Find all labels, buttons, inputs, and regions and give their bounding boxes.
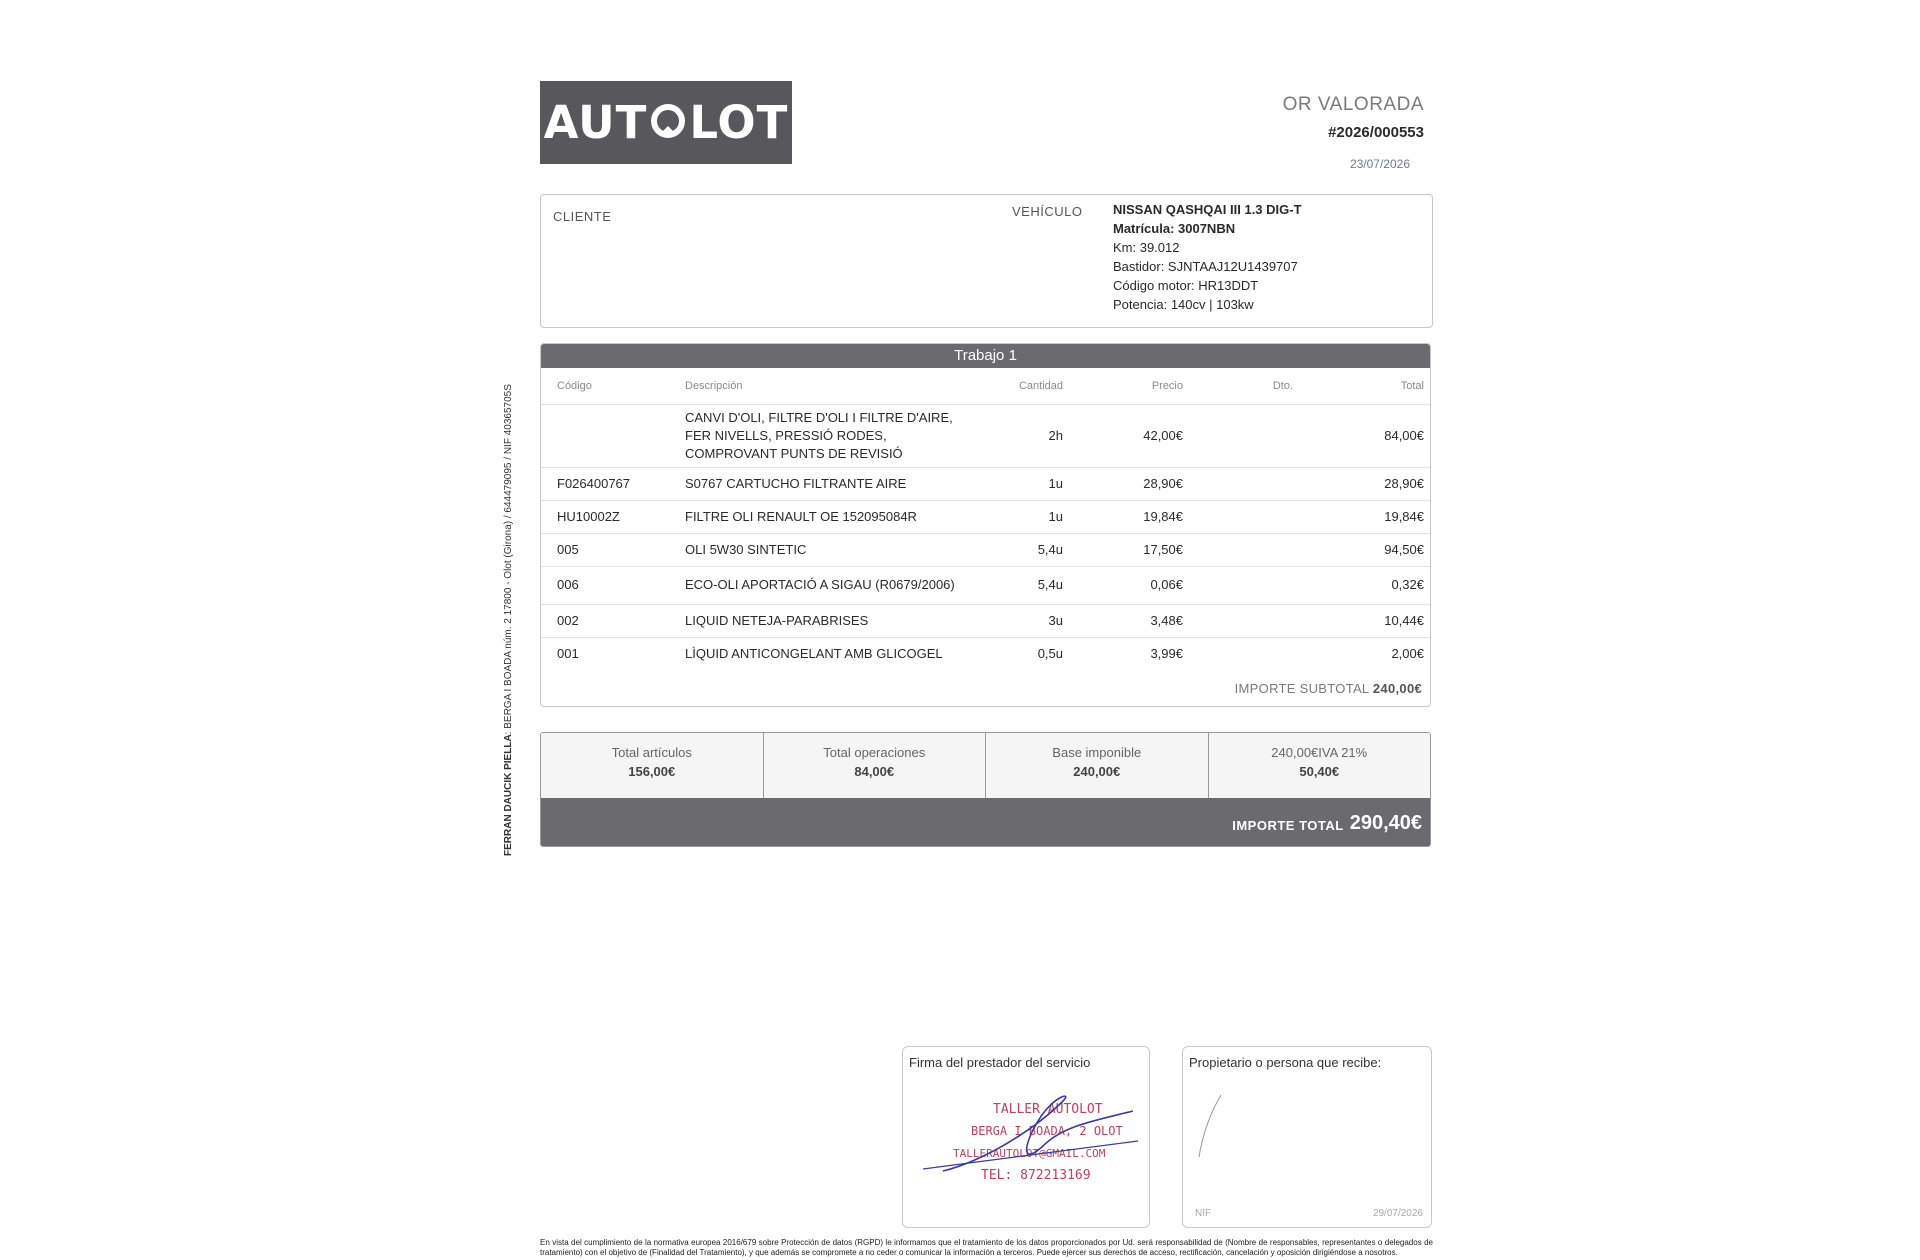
work-section	[540, 343, 1431, 707]
column-header-price: Precio	[1069, 368, 1189, 404]
cell-total: 84,00€	[1299, 404, 1430, 467]
cell-price: 19,84€	[1069, 500, 1189, 533]
logo-text-start: AUT	[543, 96, 648, 149]
table-row	[541, 566, 1430, 604]
document-number: #2026/000553	[1328, 124, 1424, 141]
cell-code: 002	[541, 604, 679, 637]
cell-description: FILTRE OLI RENAULT OE 152095084R	[679, 500, 969, 533]
autolot-logo	[540, 81, 792, 164]
stamp-line-3: TALLERAUTOLOT@GMAIL.COM	[953, 1147, 1106, 1160]
vehicle-engine-code: Código motor: HR13DDT	[1113, 278, 1259, 293]
cell-discount	[1189, 467, 1299, 500]
cell-price: 28,90€	[1069, 467, 1189, 500]
provider-signature-box	[902, 1046, 1150, 1228]
totals-summary	[540, 732, 1431, 847]
table-row	[541, 404, 1430, 467]
table-header-row	[541, 368, 1430, 404]
grand-total-bar	[541, 798, 1430, 847]
cell-price: 3,99€	[1150, 645, 1183, 661]
cell-total: 2,00€	[1391, 645, 1424, 661]
cell-discount	[1189, 637, 1299, 670]
summary-label: 240,00€IVA 21%	[1271, 745, 1368, 760]
business-owner-name: FERRAN DAUCIK PIELLA	[503, 734, 514, 856]
cell-discount	[1189, 604, 1299, 637]
document-type: OR VALORADA	[1282, 94, 1424, 115]
summary-label: Total operaciones	[823, 745, 926, 760]
provider-signature-label: Firma del prestador del servicio	[909, 1055, 1091, 1070]
cell-quantity: 1u	[969, 500, 1069, 533]
cell-price: 17,50€	[1069, 533, 1189, 566]
summary-vat	[1209, 733, 1431, 798]
cell-total: 0,32€	[1299, 566, 1430, 604]
column-header-quantity: Cantidad	[969, 368, 1069, 404]
cell-code	[541, 404, 679, 467]
client-vehicle-box	[540, 194, 1433, 328]
summary-total-operations	[764, 733, 987, 798]
cell-price: 42,00€	[1069, 404, 1189, 467]
receiver-signature-box	[1182, 1046, 1432, 1228]
cell-quantity: 5,4u	[969, 566, 1069, 604]
grand-total-label: IMPORTE TOTAL	[1232, 817, 1344, 833]
summary-value: 84,00€	[854, 764, 895, 779]
cell-discount	[1189, 500, 1299, 533]
table-row	[541, 604, 1430, 637]
logo-pin-icon	[649, 104, 687, 142]
summary-cells	[541, 733, 1430, 798]
receiver-date: 29/07/2026	[1372, 1208, 1423, 1219]
cell-description: LÌQUID ANTICONGELANT AMB GLICOGEL	[685, 645, 943, 661]
cell-description: S0767 CARTUCHO FILTRANTE AIRE	[679, 467, 969, 500]
logo-text-end: LOT	[689, 96, 789, 149]
cell-code: F026400767	[541, 467, 679, 500]
cell-total: 10,44€	[1299, 604, 1430, 637]
cell-quantity: 1u	[969, 467, 1069, 500]
document-date: 23/07/2026	[1349, 157, 1410, 171]
cell-code: 005	[541, 533, 679, 566]
summary-label: Base imponible	[1052, 745, 1142, 760]
cell-total: 28,90€	[1299, 467, 1430, 500]
subtotal	[1235, 681, 1422, 696]
subtotal-label: IMPORTE SUBTOTAL	[1234, 681, 1369, 696]
vehicle-plate: Matrícula: 3007NBN	[1113, 221, 1236, 236]
cell-quantity: 5,4u	[969, 533, 1069, 566]
cell-price: 0,06€	[1069, 566, 1189, 604]
vehicle-power: Potencia: 140cv | 103kw	[1113, 297, 1254, 312]
receiver-nif-label: NIF	[1195, 1208, 1212, 1219]
workshop-stamp	[923, 1091, 1145, 1199]
cell-quantity: 0,5u	[1037, 645, 1063, 661]
business-info-vertical	[503, 356, 514, 856]
vehicle-label: VEHÍCULO	[1012, 204, 1083, 219]
cell-code: 001	[557, 645, 579, 661]
cell-code: 006	[541, 566, 679, 604]
column-header-total: Total	[1299, 368, 1430, 404]
vehicle-chassis: Bastidor: SJNTAAJ12U1439707	[1113, 259, 1298, 274]
vehicle-details	[1113, 200, 1302, 314]
client-label: CLIENTE	[553, 209, 612, 224]
cell-description: ECO-OLI APORTACIÓ A SIGAU (R0679/2006)	[679, 566, 969, 604]
column-header-discount: Dto.	[1189, 368, 1299, 404]
cell-total: 94,50€	[1299, 533, 1430, 566]
stamp-line-4: TEL: 872213169	[981, 1168, 1091, 1183]
cell-code: HU10002Z	[541, 500, 679, 533]
cell-discount	[1189, 566, 1299, 604]
stamp-line-1: TALLER AUTOLOT	[993, 1102, 1103, 1117]
cell-discount	[1189, 533, 1299, 566]
table-row	[541, 533, 1430, 566]
logo-wordmark	[544, 96, 789, 149]
cell-quantity: 3u	[969, 604, 1069, 637]
work-title: Trabajo 1	[541, 344, 1430, 368]
cell-quantity: 2h	[969, 404, 1069, 467]
legal-notice: En vista del cumplimiento de la normativa europea 2016/679 sobre Protección de datos (RGPD) le informamos que el tratamiento de los datos proporcionados por Ud. será responsabilidad de (Nombre de responsables, representantes o delegados de tratamiento) con el objetivo de (Finalidad del Tratamiento), y que además se compromete a no ceder o comunicar la información a terceros. Puede ejercer sus derechos de acceso, rectificación, cancelación y oposición dirigiéndose a nosotros.	[540, 1238, 1433, 1257]
cell-total: 19,84€	[1299, 500, 1430, 533]
vehicle-km: Km: 39.012	[1113, 240, 1180, 255]
cell-description: LIQUID NETEJA-PARABRISES	[679, 604, 969, 637]
cell-description: OLI 5W30 SINTETIC	[679, 533, 969, 566]
vehicle-model: NISSAN QASHQAI III 1.3 DIG-T	[1113, 202, 1302, 217]
grand-total-value: 290,40€	[1349, 811, 1422, 834]
receiver-signature-label: Propietario o persona que recibe:	[1189, 1055, 1382, 1070]
summary-total-articles	[541, 733, 764, 798]
items-table	[541, 368, 1430, 670]
summary-taxable-base	[986, 733, 1209, 798]
stamp-line-2: BERGA I BOADA, 2 OLOT	[971, 1124, 1123, 1138]
column-header-code: Código	[541, 368, 679, 404]
subtotal-value: 240,00€	[1372, 681, 1422, 696]
cell-discount	[1189, 404, 1299, 467]
cell-price: 3,48€	[1069, 604, 1189, 637]
cell-description: CANVI D'OLI, FILTRE D'OLI I FILTRE D'AIRE, FER NIVELLS, PRESSIÓ RODES, COMPROVANT PUNTS DE REVISIÓ	[679, 404, 969, 467]
table-row	[541, 467, 1430, 500]
summary-value: 156,00€	[628, 764, 676, 779]
table-row	[541, 500, 1430, 533]
column-header-description: Descripción	[679, 368, 969, 404]
summary-value: 50,40€	[1299, 764, 1340, 779]
business-address: : BERGA I BOADA núm. 2 17800 - Olot (Girona) / 644479095 / NIF 40365705S	[503, 384, 514, 735]
table-row	[541, 637, 1430, 670]
receiver-signature-mark	[1191, 1087, 1241, 1167]
summary-label: Total artículos	[611, 745, 692, 760]
summary-value: 240,00€	[1073, 764, 1121, 779]
